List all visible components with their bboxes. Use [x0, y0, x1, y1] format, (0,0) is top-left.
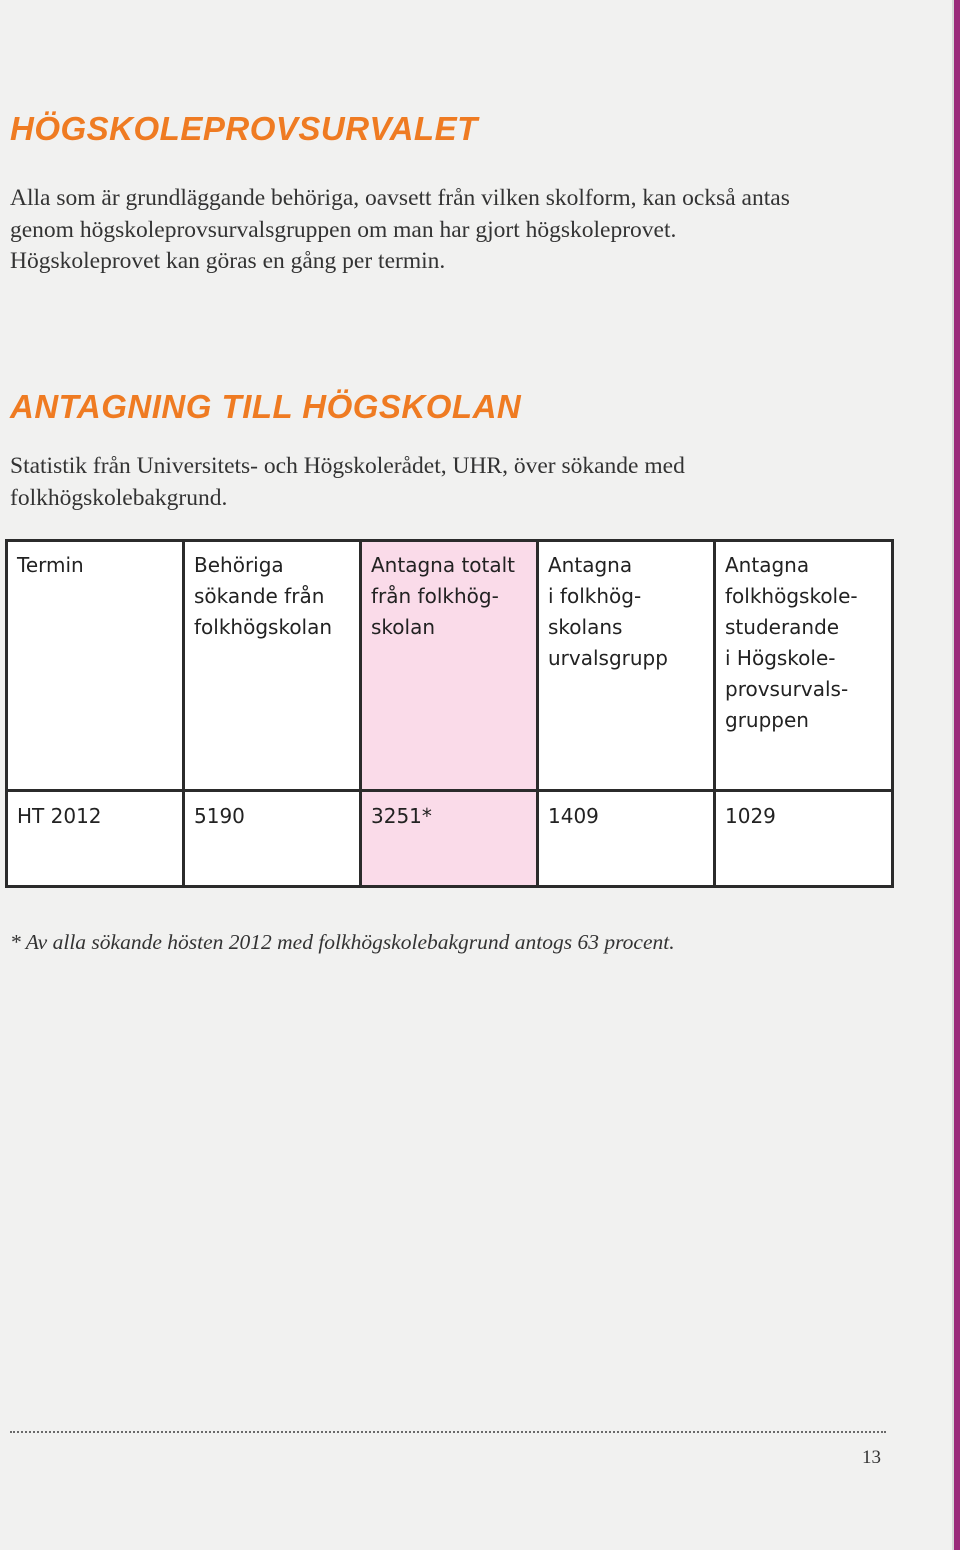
section-heading-hogskoleprovsurvalet: HÖGSKOLEPROVSURVALET	[10, 110, 478, 147]
header-cell-antagna-totalt: Antagna totalt från folkhög- skolan	[361, 541, 538, 791]
page-edge-accent	[954, 0, 960, 1550]
page-number: 13	[862, 1447, 881, 1468]
cell-behoriga: 5190	[184, 791, 361, 887]
header-cell-urvalsgrupp: Antagna i folkhög- skolans urvalsgrupp	[538, 541, 715, 791]
header-cell-hogskoleprovsurval: Antagna folkhögskole- studerande i Högskole- provsurvals- gruppen	[715, 541, 893, 791]
cell-hogskoleprovsurval: 1029	[715, 791, 893, 887]
admission-statistics-table	[5, 539, 894, 888]
footer-dotted-rule	[10, 1431, 886, 1433]
cell-termin: HT 2012	[7, 791, 184, 887]
table-header-row	[7, 541, 893, 791]
cell-antagna-totalt: 3251*	[361, 791, 538, 887]
section-paragraph-hogskoleprovsurvalet: Alla som är grundläggande behöriga, oavsett från vilken skolform, kan också antas genom högskoleprovsurvalsgruppen om man har gjort högskoleprovet. Högskoleprovet kan göras en gång per termin.	[10, 185, 790, 274]
header-cell-behoriga: Behöriga sökande från folkhögskolan	[184, 541, 361, 791]
table-row	[7, 791, 893, 887]
cell-urvalsgrupp: 1409	[538, 791, 715, 887]
header-cell-termin: Termin	[7, 541, 184, 791]
section-paragraph-antagning: Statistik från Universitets- och Högskolerådet, UHR, över sökande med folkhögskolebakgrund.	[10, 453, 685, 511]
section-heading-antagning: ANTAGNING TILL HÖGSKOLAN	[10, 388, 522, 425]
table-footnote: * Av alla sökande hösten 2012 med folkhögskolebakgrund antogs 63 procent.	[10, 930, 675, 954]
